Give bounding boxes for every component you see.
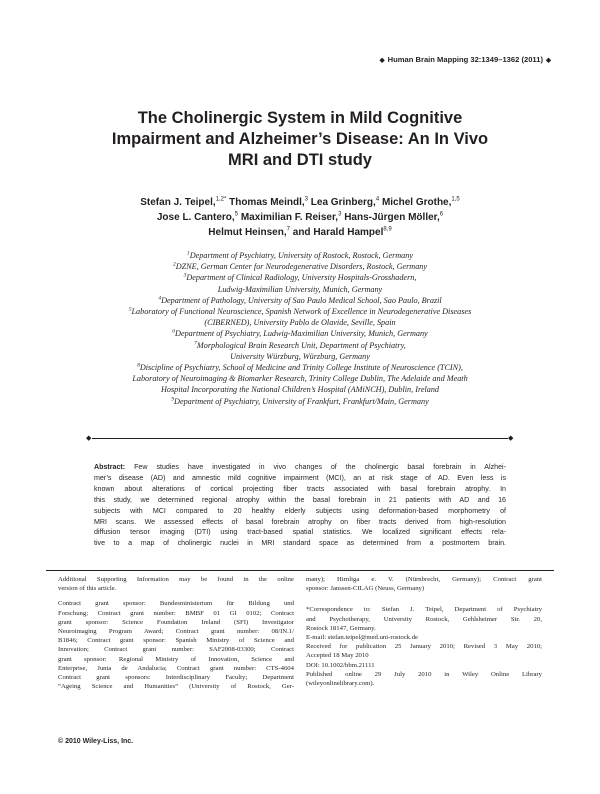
diamond-icon: ◆	[546, 57, 551, 64]
author-name: Stefan J. Teipel,	[140, 197, 216, 208]
title-line: The Cholinergic System in Mild Cognitive	[137, 109, 463, 127]
footnote-divider	[46, 570, 554, 571]
abstract: Abstract: Few studies have investigated in vivo changes of the cholinergic basal forebrain in Alzhei- mer’s disease (AD) and amnestic mild cognitive impairment (MCI), an at risk stage of AD. Even less is known about alterations of cortical projecting fiber tracts associated with basal forebrain atrophy. In this study, we determined regional atrophy within the basal forebrain in 21 patients with AD and 16 subjects with MCI compared to 20 healthy elderly subjects using deformation-based morphometry of MRI scans. We assessed effects of basal forebrain atrophy on fiber tracts derived from high-resolution diffusion tensor imaging (DTI) using tract-based spatial statistics. We localized significant effects rela- tive to a map of cholinergic nuclei in MRI standard space as determined from a postmortem brain.	[94, 463, 506, 548]
author-name: Helmut Heinsen,	[208, 227, 287, 238]
author-name: and Harald Hampel	[292, 227, 384, 238]
email-link[interactable]: E-mail: stefan.teipel@med.uni-rostock.de	[306, 634, 419, 642]
diamond-icon: ◆	[508, 434, 514, 442]
correspondence: *Correspondence to: Stefan J. Teipel, Department of Psychiatry	[306, 606, 542, 614]
author-sup: 6	[439, 211, 444, 218]
title-line: Impairment and Alzheimer’s Disease: An In Vivo	[111, 130, 489, 148]
author-sup: 3	[304, 196, 309, 203]
footnotes-right: many); Hirnliga e. V. (Nürnbrecht, Germany); Contract grant sponsor: Janssen-CILAG (Neuss, Germany) *Correspondence to: Stefan J. Teipel, Department of Psychiatry and Psychotherapy, University Rostock, Gehlsheimer Str. 20, Rostock 18147, Germany. E-mail: stefan.teipel@med.uni-rostock.de Received for publication 25 January 2010; Revised 3 May 2010; Accepted 18 May 2010 DOI: 10.1002/hbm.21111 Published online 29 July 2010 in Wiley Online Library (wileyonlinelibrary.com).	[306, 576, 542, 688]
author-sup: 7	[286, 226, 290, 233]
affiliation: $^6$Department of Psychiatry, Ludwig-Maximilian University, Munich, Germany	[172, 328, 428, 339]
affiliation: $^5$Laboratory of Functional Neuroscience, Spanish Network of Excellence in Neurodegenerative Diseases	[128, 306, 472, 317]
affiliation: $^2$DZNE, German Center for Neurodegenerative Disorders, Rostock, Germany	[172, 261, 428, 272]
affiliation: Hospital Incorporating the National Children’s Hospital (AMiNCH), Dublin, Ireland	[160, 385, 440, 395]
journal-citation: Human Brain Mapping 32:1349–1362 (2011)	[387, 55, 543, 64]
author-sup: 1,2*	[215, 196, 227, 203]
affiliations	[60, 250, 540, 407]
author-sup: 5	[234, 211, 239, 218]
diamond-icon: ◆	[86, 434, 92, 442]
author-name: Lea Grinberg,	[310, 197, 376, 208]
affiliation: $^7$Morphological Brain Research Unit, Department of Psychiatry,	[194, 339, 406, 350]
affiliation: $^4$Department of Pathology, University of Sao Paulo Medical School, Sao Paulo, Brazil	[158, 295, 442, 305]
affiliation: $^8$Discipline of Psychiatry, School of Medicine and Trinity College Institute of Neuroscience (TCIN),	[137, 362, 463, 373]
affiliation: (CIBERNED), University Pablo de Olavide, Seville, Spain	[204, 318, 396, 328]
author-name: Maximilian F. Reiser,	[240, 212, 339, 223]
author-sup: 8,9	[383, 226, 392, 233]
affiliation: $^9$Department of Psychiatry, University of Frankfurt, Frankfurt/Main, Germany	[171, 395, 429, 406]
author-sup: 4	[375, 196, 380, 203]
affiliation: Laboratory of Neuroimaging & Biomarker Research, Trinity College Dublin, The Adelaide and Meath	[132, 374, 468, 384]
title-line: MRI and DTI study	[228, 151, 372, 169]
affiliation: $^3$Department of Clinical Radiology, University Hospitals-Grosshadern,	[183, 272, 417, 283]
affiliation: University Würzburg, Würzburg, Germany	[230, 351, 370, 361]
author-name: Michel Grothe,	[381, 197, 452, 208]
abstract-label: Abstract:	[94, 463, 126, 471]
author-name: Jose L. Cantero,	[156, 212, 235, 223]
copyright: © 2010 Wiley-Liss, Inc.	[58, 738, 134, 745]
author-name: Thomas Meindl,	[229, 197, 305, 208]
article-title	[50, 108, 550, 171]
author-sup: 3	[338, 211, 342, 218]
running-head	[377, 55, 554, 64]
diamond-icon: ◆	[379, 57, 385, 64]
affiliation: $^1$Department of Psychiatry, University of Rostock, Rostock, Germany	[186, 250, 414, 260]
author-list	[50, 195, 550, 240]
divider	[92, 438, 508, 439]
author-name: Hans-Jürgen Möller,	[344, 212, 440, 223]
footnotes-left: Additional Supporting Information may be found in the online version of this article. Contract grant sponsor: Bundesministerium für Bildung und Forschung; Contract grant number: BMBF 01 GI 0102; Contract grant sponsor: Science Foundation Ireland (SFI) Investigator Neuroimaging Program Award; Contract grant number: 08/IN.1/ B1846; Contract grant sponsor: Spanish Ministry of Science and Innovation; Contract grant number: SAF2008-03300; Contract grant sponsor: Regional Ministry of Innovation, Science and Enterprise, Junta de Andalucia; Contract grant number: CTS-4604 Contract grant sponsors: Interdisciplinary Faculty; Department “Ageing Science and Humanities” (University of Rostock, Ger-	[58, 576, 294, 691]
doi-link[interactable]: DOI: 10.1002/hbm.21111	[306, 661, 375, 669]
author-sup: 1,5	[451, 196, 460, 203]
affiliation: Ludwig-Maximilian University, Munich, Germany	[217, 284, 383, 294]
